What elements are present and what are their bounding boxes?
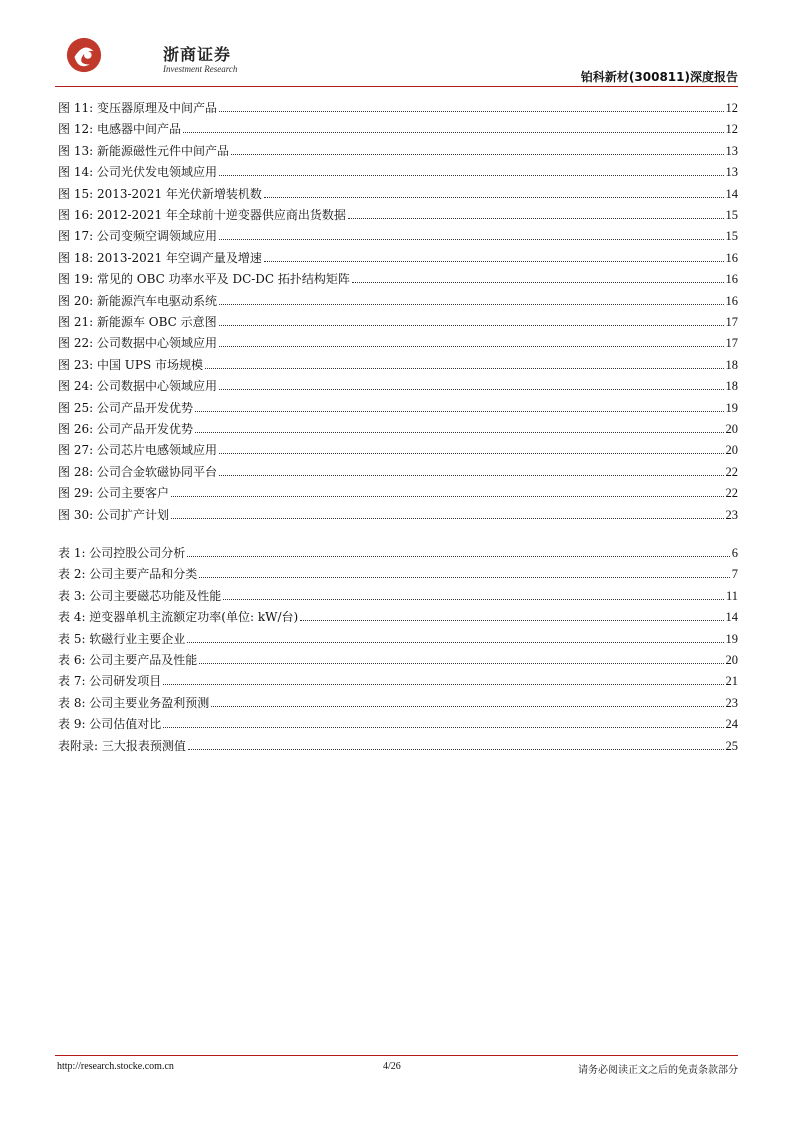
table-entry[interactable]: [58, 671, 738, 689]
brand-name: 浙商证券: [163, 45, 232, 64]
table-entry[interactable]: [58, 543, 738, 561]
dot-leader: [219, 303, 724, 305]
figure-entry-label: 图 13: 新能源磁性元件中间产品: [58, 143, 229, 158]
figure-entry-label: 图 23: 中国 UPS 市场规模: [58, 357, 203, 372]
table-entry-label: 表 3: 公司主要磁芯功能及性能: [58, 588, 222, 603]
table-entry-page: 19: [725, 631, 738, 646]
table-entry-label: 表 4: 逆变器单机主流额定功率(单位: kW/台): [58, 610, 299, 625]
figure-entry-label: 图 21: 新能源车 OBC 示意图: [58, 315, 217, 329]
table-entry-label: 表 6: 公司主要产品及性能: [58, 653, 198, 667]
figure-entry-label: 图 22: 公司数据中心领域应用: [58, 336, 217, 351]
figure-entry-label: 图 27: 公司芯片电感领域应用: [58, 443, 217, 458]
figure-entry[interactable]: [58, 505, 738, 523]
figure-entry-label: 图 25: 公司产品开发优势: [58, 400, 193, 415]
figure-entry-page: 12: [725, 122, 738, 137]
table-entry-label: 表 5: 软磁行业主要企业: [58, 631, 186, 646]
dot-leader: [219, 110, 724, 112]
figure-entry-page: 22: [725, 464, 738, 479]
dot-leader: [187, 641, 723, 643]
dot-leader: [219, 174, 724, 176]
table-entry[interactable]: [58, 650, 738, 668]
dot-leader: [195, 410, 724, 412]
dot-leader: [219, 324, 724, 326]
figure-entry-page: 17: [725, 336, 738, 351]
brand-subtitle: Investment Research: [163, 64, 238, 74]
figure-entry-page: 18: [725, 357, 738, 372]
table-entry[interactable]: [58, 714, 738, 732]
figure-entry-label: 图 15: 2013-2021 年光伏新增装机数: [58, 186, 262, 201]
figure-entry-page: 16: [725, 250, 738, 265]
dot-leader: [199, 576, 729, 578]
figure-entry-label: 图 12: 电感器中间产品: [58, 122, 181, 137]
dot-leader: [219, 345, 724, 347]
dot-leader: [188, 748, 724, 750]
figure-entry[interactable]: [58, 462, 738, 480]
dot-leader: [219, 238, 724, 240]
figure-entry-page: 14: [725, 186, 738, 201]
figure-entry-label: 图 24: 公司数据中心领域应用: [58, 379, 217, 394]
figure-entry[interactable]: [58, 355, 738, 373]
table-entry-page: 6: [731, 546, 738, 560]
dot-leader: [264, 196, 724, 198]
dot-leader: [163, 726, 723, 728]
dot-leader: [183, 131, 724, 133]
dot-leader: [211, 705, 723, 707]
page-number: 4/26: [383, 1061, 401, 1072]
figure-entry-label: 图 28: 公司合金软磁协同平台: [58, 464, 217, 479]
table-entry-page: 14: [725, 610, 738, 625]
figure-entry[interactable]: [58, 376, 738, 394]
figure-entry-page: 23: [725, 507, 738, 522]
figure-entry[interactable]: [58, 291, 738, 309]
figure-entry-page: 20: [725, 443, 738, 458]
table-entry-label: 表附录: 三大报表预测值: [58, 738, 186, 753]
figure-entry-page: 16: [725, 293, 738, 308]
table-entry[interactable]: [58, 736, 738, 754]
table-entry-label: 表 2: 公司主要产品和分类: [58, 567, 198, 582]
table-entry[interactable]: [58, 564, 738, 582]
table-entry-label: 表 9: 公司估值对比: [58, 717, 162, 732]
dot-leader: [219, 388, 724, 390]
disclaimer-note: 请务必阅读正文之后的免责条款部分: [578, 1065, 738, 1076]
figure-entry-label: 图 17: 公司变频空调领域应用: [58, 229, 217, 244]
figure-entry-label: 图 11: 变压器原理及中间产品: [58, 101, 217, 115]
dot-leader: [348, 217, 724, 219]
table-entry-page: 23: [725, 695, 738, 710]
figure-entry[interactable]: [58, 440, 738, 458]
figure-entry[interactable]: [58, 141, 738, 159]
figure-entry-page: 15: [725, 208, 738, 222]
figure-entry-page: 13: [725, 143, 738, 158]
dot-leader: [231, 153, 724, 155]
footer-rule: [55, 1055, 738, 1056]
figure-entry[interactable]: [58, 119, 738, 137]
figure-entry-page: 18: [725, 379, 738, 394]
figure-entry[interactable]: [58, 398, 738, 416]
figure-entry-label: 图 14: 公司光伏发电领域应用: [58, 165, 217, 180]
dot-leader: [171, 517, 724, 519]
dot-leader: [300, 619, 723, 621]
dot-leader: [171, 495, 724, 497]
table-entry-page: 21: [725, 674, 738, 689]
footer-url[interactable]: http://research.stocke.com.cn: [57, 1061, 174, 1072]
figure-entry-label: 图 30: 公司扩产计划: [58, 507, 169, 522]
dot-leader: [199, 662, 723, 664]
dot-leader: [205, 367, 724, 369]
figure-entry-page: 16: [725, 272, 738, 287]
report-title: 铂科新材(300811)深度报告: [580, 70, 738, 84]
dot-leader: [219, 452, 724, 454]
figure-entry-label: 图 18: 2013-2021 年空调产量及增速: [58, 250, 262, 265]
table-entry[interactable]: [58, 693, 738, 711]
dot-leader: [195, 431, 724, 433]
dot-leader: [219, 474, 724, 476]
figure-entry[interactable]: [58, 333, 738, 351]
table-entry-label: 表 7: 公司研发项目: [58, 674, 162, 689]
figure-entry[interactable]: [58, 419, 738, 437]
figure-entry-page: 15: [725, 229, 738, 244]
table-entry-label: 表 8: 公司主要业务盈利预测: [58, 695, 210, 710]
figure-entry-page: 19: [725, 400, 738, 415]
figure-entry[interactable]: [58, 248, 738, 266]
table-entry-page: 11: [725, 588, 738, 603]
header-rule: [55, 86, 738, 87]
figure-entry-page: 20: [725, 422, 738, 436]
table-entry-page: 20: [725, 653, 738, 667]
figure-entry-label: 图 19: 常见的 OBC 功率水平及 DC-DC 拓扑结构矩阵: [58, 272, 350, 287]
figure-entry-label: 图 16: 2012-2021 年全球前十逆变器供应商出货数据: [58, 208, 346, 222]
table-entry-page: 25: [725, 738, 738, 753]
figure-entry-page: 17: [725, 315, 738, 329]
figure-entry-page: 12: [725, 101, 738, 115]
dot-leader: [223, 598, 724, 600]
dot-leader: [187, 555, 729, 557]
table-entry[interactable]: [58, 607, 738, 625]
page-header: [55, 30, 738, 85]
figure-entry[interactable]: [58, 312, 738, 330]
figure-entry[interactable]: [58, 205, 738, 223]
figure-entry[interactable]: [58, 98, 738, 116]
dot-leader: [264, 260, 724, 262]
figure-entry-label: 图 29: 公司主要客户: [58, 486, 169, 501]
figure-entry-page: 13: [725, 165, 738, 180]
figure-entry[interactable]: [58, 162, 738, 180]
dot-leader: [352, 281, 724, 283]
figure-entry[interactable]: [58, 226, 738, 244]
figure-entry[interactable]: [58, 483, 738, 501]
figure-entry-label: 图 20: 新能源汽车电驱动系统: [58, 293, 217, 308]
figure-entry[interactable]: [58, 184, 738, 202]
table-entry[interactable]: [58, 629, 738, 647]
figure-entry-page: 22: [725, 486, 738, 501]
table-entry-label: 表 1: 公司控股公司分析: [58, 546, 186, 560]
table-entry[interactable]: [58, 586, 738, 604]
zheshang-logo-icon: [65, 36, 103, 74]
table-entry-page: 24: [725, 717, 738, 732]
figure-entry[interactable]: [58, 269, 738, 287]
table-entry-page: 7: [731, 567, 738, 582]
dot-leader: [163, 683, 723, 685]
figure-entry-label: 图 26: 公司产品开发优势: [58, 422, 193, 436]
